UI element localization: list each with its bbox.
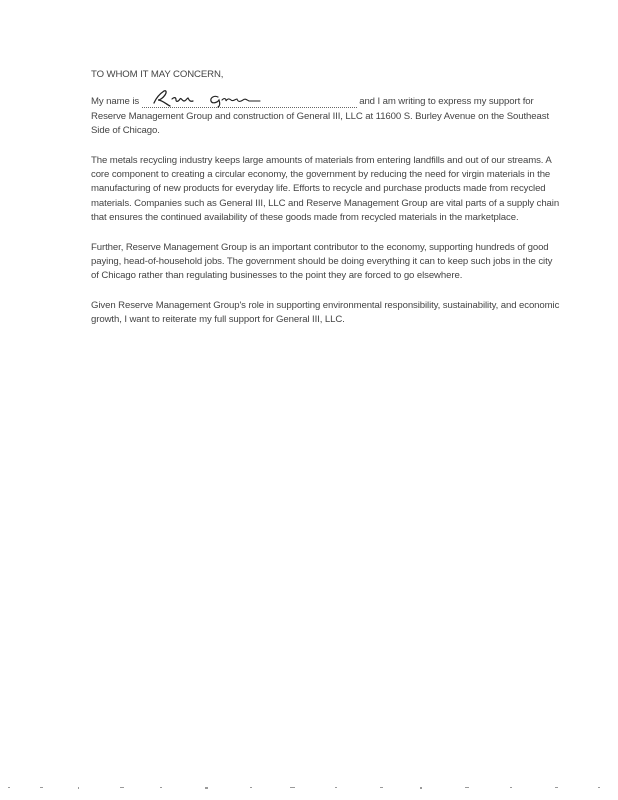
intro-suffix: and I am writing to express my support for Reserve Management Group and construction of General III, LLC at 11600 S. Burley Avenue on the Southeast Side of Chicago. [91,96,550,137]
letter-body [91,68,561,343]
intro-prefix: My name is [91,96,140,108]
letter-intro-paragraph [91,95,561,138]
letter-paragraph: Further, Reserve Management Group is an important contributor to the economy, supporting hundreds of good paying, head-of-household jobs. The government should be doing everything it can to keep such jobs in the city of Chicago rather than regulating businesses to the point they are forced to go elsewhere. [91,241,553,282]
letter-salutation: TO WHOM IT MAY CONCERN, [91,69,224,80]
letter-paragraph: The metals recycling industry keeps large amounts of materials from entering landfills and out of our streams. A core component to creating a circular economy, the government by reducing the need for virgin materials in the manufacturing of new products for everyday life. Efforts to recycle and purchase products made from recycled materials. Companies such as General III, LLC and Reserve Management Group are vital parts of a supply chain that ensures the continued availability of these goods made from recycled materials in the marketplace. [91,154,560,224]
letter-paragraph: Given Reserve Management Group's role in supporting environmental responsibility, sustainability, and economic growth, I want to reiterate my full support for General III, LLC. [91,299,560,326]
scan-artifact-strip [0,786,618,790]
handwritten-signature [148,87,288,109]
signature-line [142,96,357,110]
